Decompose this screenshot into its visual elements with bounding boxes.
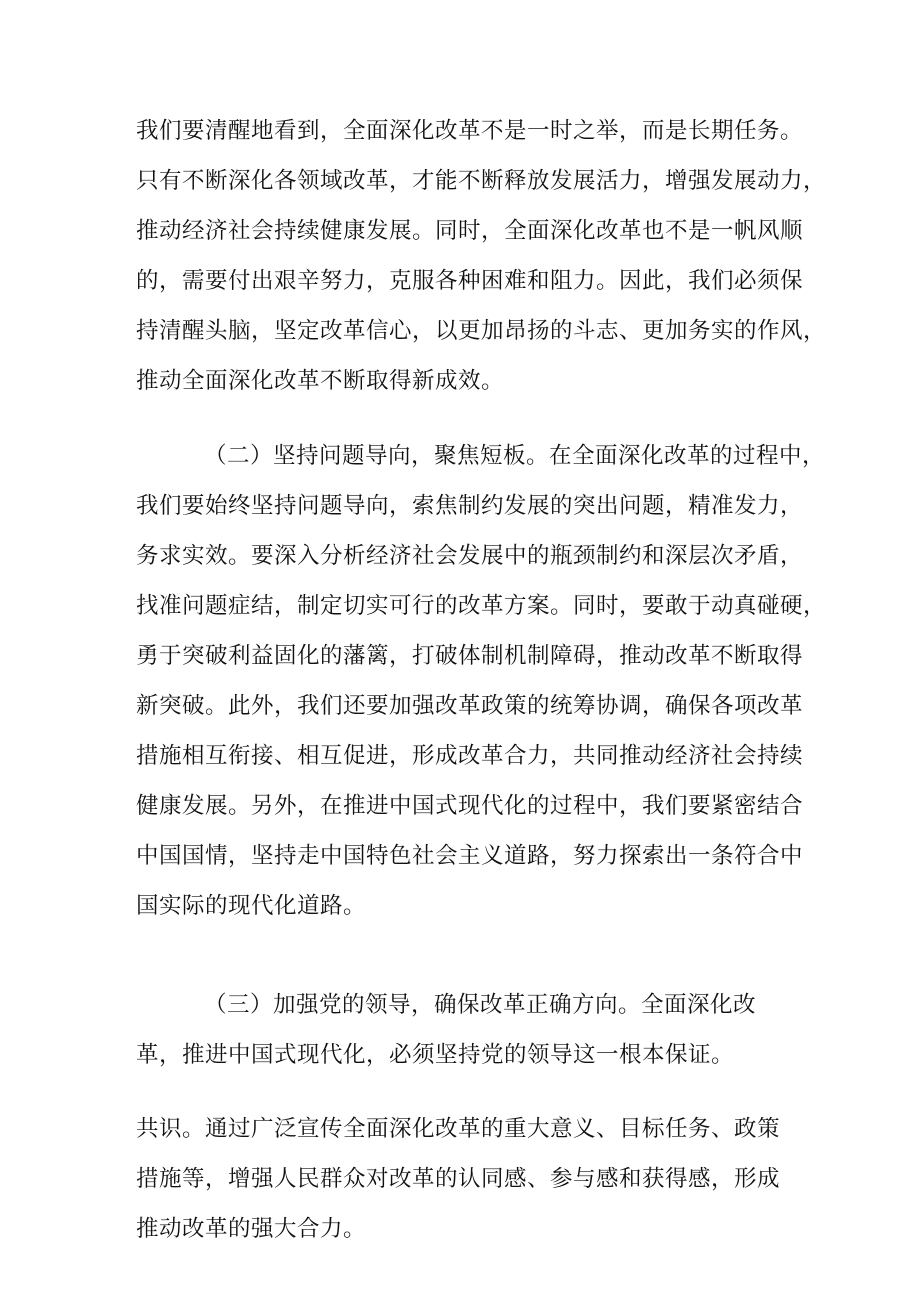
text-line: 的，需要付出艰辛努力，克服各种困难和阻力。因此，我们必须保 [136,268,804,294]
text-line: 健康发展。另外，在推进中国式现代化的过程中，我们要紧密结合 [136,793,804,819]
text-line: 国实际的现代化道路。 [136,893,367,919]
text-line: 中国国情，坚持走中国特色社会主义道路，努力探索出一条符合中 [136,843,804,869]
text-line: 共识。通过广泛宣传全面深化改革的重大意义、目标任务、政策 [136,1116,781,1142]
text-line: 措施等，增强人民群众对改革的认同感、参与感和获得感，形成 [136,1166,781,1192]
text-line: 我们要清醒地看到，全面深化改革不是一时之举，而是长期任务。 [136,118,804,144]
text-line: 革，推进中国式现代化，必须坚持党的领导这一根本保证。 [136,1042,735,1068]
text-line: （三）加强党的领导，确保改革正确方向。全面深化改 [204,992,757,1018]
text-line: 勇于突破利益固化的藩篱，打破体制机制障碍，推动改革不断取得 [136,643,804,669]
text-line: 推动改革的强大合力。 [136,1216,367,1242]
text-line: 我们要始终坚持问题导向，索焦制约发展的突出问题，精准发力， [136,493,804,519]
text-line: 新突破。此外，我们还要加强改革政策的统筹协调，确保各项改革 [136,693,804,719]
text-line: 推动经济社会持续健康发展。同时，全面深化改革也不是一帆风顺 [136,218,804,244]
text-line: 只有不断深化各领域改革，才能不断释放发展活力，增强发展动力， [136,168,827,194]
text-line: 措施相互衔接、相互促进，形成改革合力，共同推动经济社会持续 [136,743,804,769]
text-line: 持清醒头脑，坚定改革信心，以更加昂扬的斗志、更加务实的作风， [136,318,827,344]
text-line: 找准问题症结，制定切实可行的改革方案。同时，要敢于动真碰硬， [136,593,827,619]
text-line: 务求实效。要深入分析经济社会发展中的瓶颈制约和深层次矛盾， [136,543,804,569]
text-line: （二）坚持问题导向，聚焦短板。在全面深化改革的过程中， [204,443,826,469]
text-line: 推动全面深化改革不断取得新成效。 [136,368,505,394]
